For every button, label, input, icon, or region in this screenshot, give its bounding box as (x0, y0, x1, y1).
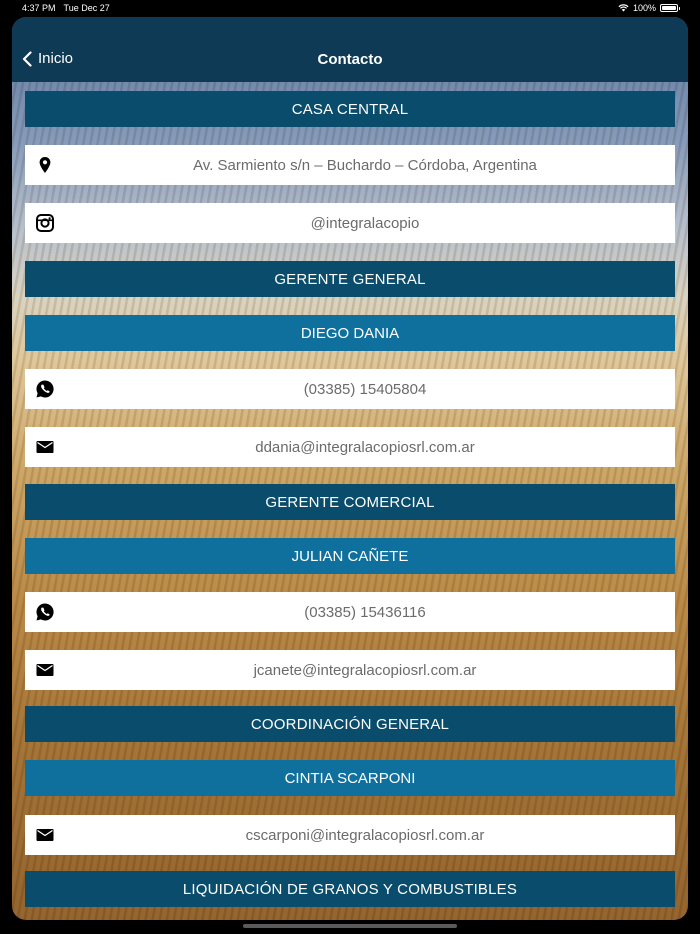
location-pin-icon (35, 155, 55, 175)
whatsapp-icon (35, 602, 55, 622)
instagram-handle: @integralacopio (310, 214, 420, 232)
mail-icon (35, 660, 55, 680)
contact-name-julian-canete: JULIAN CAÑETE (25, 538, 675, 574)
section-header-casa-central: CASA CENTRAL (25, 91, 675, 127)
contact-name-cintia-scarponi: CINTIA SCARPONI (25, 760, 675, 796)
contact-name-diego-dania: DIEGO DANIA (25, 315, 675, 351)
phone-row-diego-dania[interactable] (25, 369, 675, 409)
section-header-coordinacion-general: COORDINACIÓN GENERAL (25, 706, 675, 742)
email-row-cintia-scarponi[interactable] (25, 815, 675, 855)
wifi-icon (618, 4, 629, 12)
phone-row-julian-canete[interactable] (25, 592, 675, 632)
status-time: 4:37 PM (22, 3, 56, 13)
mail-icon (35, 825, 55, 845)
instagram-row[interactable] (25, 203, 675, 243)
navigation-bar (12, 17, 688, 82)
email-row-julian-canete[interactable] (25, 650, 675, 690)
status-bar (0, 0, 700, 16)
back-button-label: Inicio (38, 50, 74, 67)
phone-text: (03385) 15436116 (304, 603, 426, 621)
email-row-diego-dania[interactable] (25, 427, 675, 467)
email-text: ddania@integralacopiosrl.com.ar (255, 438, 475, 456)
email-text: jcanete@integralacopiosrl.com.ar (253, 661, 477, 679)
instagram-icon (35, 213, 55, 233)
home-indicator[interactable] (243, 924, 457, 928)
mail-icon (35, 437, 55, 457)
battery-icon (660, 4, 678, 12)
app-window (12, 17, 688, 920)
status-date: Tue Dec 27 (63, 3, 110, 13)
address-text: Av. Sarmiento s/n – Buchardo – Córdoba, Argentina (193, 156, 537, 174)
section-header-liquidacion: LIQUIDACIÓN DE GRANOS Y COMBUSTIBLES (25, 871, 675, 907)
phone-text: (03385) 15405804 (303, 380, 427, 398)
battery-percent: 100% (632, 3, 656, 13)
contact-list[interactable] (12, 82, 688, 920)
whatsapp-icon (35, 379, 55, 399)
address-row[interactable] (25, 145, 675, 185)
status-right (618, 3, 678, 13)
section-header-gerente-comercial: GERENTE COMERCIAL (25, 484, 675, 520)
section-header-gerente-general: GERENTE GENERAL (25, 261, 675, 297)
email-text: cscarponi@integralacopiosrl.com.ar (245, 826, 485, 844)
page-title: Contacto (317, 51, 383, 68)
